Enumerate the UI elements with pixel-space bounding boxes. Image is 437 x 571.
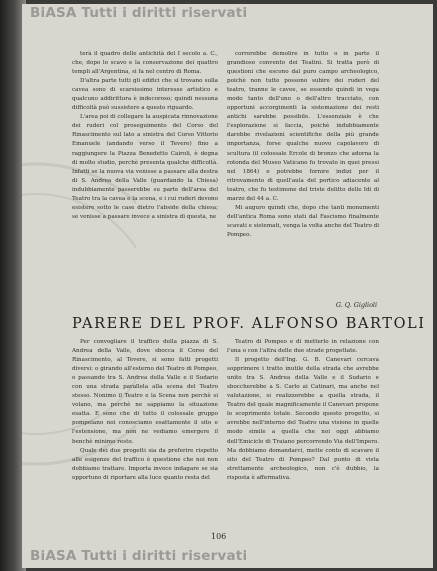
paragraph: Il progetto dell'Ing. G. B. Canevari cercava sopprimere i tratto inutile della strada che avrebbe unito tra S. Andrea della Valle e il Sudario e sboccherebbe a S. Carlo ai Catinari, ma anche nel valutazione, si realizzerebbe a quella strada, il Teatro del quale magnificamente il Canevari propone lo scoprimento totale. Secondo questo progetto, si avrebbe nell'interno del Teatro una visione in quelle modo simile a quella che noi oggi abbiamo dell'Emiciclo di Traiano percorrendo Via dell'Impero. Ma dobbiamo domandarci, mette conto di scavare il sito del Teatro di Pompeo? Dal punto di vista strettamente archeologico, non c'è dubbio, la risposta è affermativa.	[227, 357, 379, 481]
paragraph: Mi auguro quindi che, dopo che tanti monumenti dell'antica Roma sono stati dal Fascismo finalmente scavati e sistemati, venga la volta anche del Teatro di Pompeo.	[227, 204, 379, 238]
watermark-top: BiASA Tutti i diritti riservati	[30, 5, 248, 21]
paragraph: Quale dei due progetti sia da preferire rispetto alle esigenze del traffico è questione che noi non dobbiamo trattare. Importa invece indagare se sia opportuno di riportare alla luce quanto resta del	[72, 447, 218, 481]
article-column-bottom-left	[72, 338, 218, 524]
paragraph: Per convogliare il traffico della piazza di S. Andrea della Valle, dove sbocca il Corso del Rinascimento, al Tevere, si sono fatti progetti diversi: o girando all'esterno del Teatro di Pompeo, o passando tra S. Andrea della Valle e il Sudario con una strada parallela alla scena del Teatro stesso. Nonimo il Teatro e la Scena non perchè si volano, ma perchè ne sappiamo la situazione esatta. E sono che di tutto il colossale gruppo pompeiano noi conosciamo esattamente il sito e l'estensione, ma non ne vediamo emergere il benchè minimo resto.	[72, 339, 218, 445]
author-signature: G. Q. Giglioli	[335, 301, 377, 309]
watermark-bottom: BiASA Tutti i diritti riservati	[30, 548, 248, 564]
article-column-top-right	[227, 50, 379, 294]
paragraph: L'area poi di collegare la auspicata rinnovazione dei ruderi col proseguimento del Corso del Rinascimento sul lato a sinistra del Corso Vittorio Emanuele (andando verso il Tevere) fino a raggiungere la Piazza Benedetto Cairoli, è degna di molto studio, perchè presenta qualche difficoltà. Infatti se la nuova via venisse a passare alla destra di S. Andrea della Valle (guardando la Chiesa) indubbiamente passerebbe su parte dell'area del Teatro tra la cavea e la scena, e i cui ruderi devono esistere sotto le case dietro l'abside della chiesa; se venisse a passare invece a sinistra di questa, ne	[72, 114, 218, 220]
article-column-top-left	[72, 50, 218, 294]
paragraph: correrebbe demolire in tutto o in parte il grandioso convento dei Teatini. Si tratta però di questioni che escono dal puro campo archeologico, poichè non tutte possono subire dei ruderi del teatro, tranne le cavee, se essendo quindi in vega modo tanto dell'uno o dell'altro tracciato, con opportuni accorgimenti la sistemazione dei resti antichi sarebbe possibile. L'essenziale è che l'esplorazione si faccia, poichè indubbiamente darebbe rivelazioni scientifiche della più grande importanza, forse qualche nuovo capolavoro di scultura (il colossale Ercole di bronzo che adorna la rotonda del Museo Vaticano fu trovato in quei pressi nel 1864) e potrebbe fornire indizi per il ritrovamento di quell'aula del portico adiacente al teatro, che fu testimone del triste delitto delle Idi di marzo del 44 a. C.	[227, 51, 379, 202]
paragraph: terà il quadro delle antichità del I secolo a. C., che, dopo lo scavo e la conservazione dei quattro templi all'Argentina, si fa nel centro di Roma.	[72, 51, 218, 76]
paragraph: Teatro di Pompeo e di metterlo in relazione con l'una o con l'altra delle due strade progettate.	[227, 339, 379, 355]
paragraph: D'altra parte tutti gli edifici che si trovano sulla cavea sono di scarsissimo interesse artistico e qualcuno addirittura è indecoroso; quindi nessuna difficoltà può sussistere a questo riguardo.	[72, 78, 218, 112]
scanned-page	[22, 4, 433, 568]
section-headline: PARERE DEL PROF. ALFONSO BARTOLI	[72, 316, 426, 332]
article-column-bottom-right	[227, 338, 379, 524]
page-number: 106	[211, 532, 227, 541]
